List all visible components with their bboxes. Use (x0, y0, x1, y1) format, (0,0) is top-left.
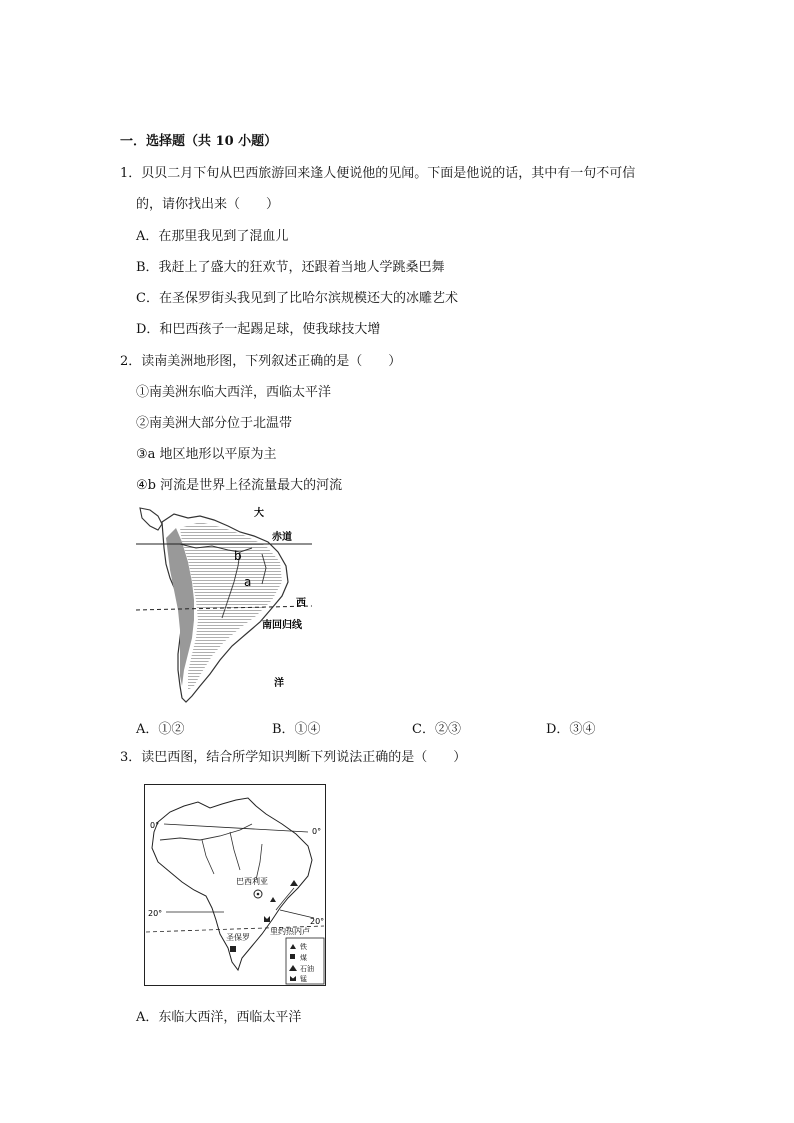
legend-coal-label: 煤 (300, 954, 307, 962)
q2-statement-2: ②南美洲大部分位于北温带 (136, 416, 293, 431)
legend-iron-label: 铁 (300, 943, 307, 951)
q1-option-d[interactable]: D．和巴西孩子一起踢足球，使我球技大增 (136, 322, 381, 337)
saopaulo-label: 圣保罗 (226, 933, 250, 942)
map-label-equator: 赤道 (272, 532, 292, 543)
capital-dot-icon (257, 893, 260, 896)
south-america-map (136, 504, 312, 706)
map-label-b: b (234, 549, 242, 563)
central-america-shape (140, 508, 162, 530)
lat0-left-label: 0° (150, 821, 160, 830)
map-label-tropic: 南回归线 (262, 620, 302, 631)
q2-answer-d[interactable]: D．③④ (546, 722, 596, 737)
q2-statement-4: ④b 河流是世界上径流量最大的河流 (136, 478, 343, 493)
legend-oil-label: 石油 (300, 965, 314, 973)
map-label-yang: 洋 (274, 678, 284, 689)
brazil-map (144, 784, 326, 986)
q2-statement-3: ③a 地区地形以平原为主 (136, 447, 277, 462)
q2-statement-1: ①南美洲东临大西洋，西临太平洋 (136, 385, 332, 400)
rio-label: 里约热内卢 (270, 927, 310, 936)
q1-option-b[interactable]: B．我赶上了盛大的狂欢节，还跟着当地人学跳桑巴舞 (136, 260, 445, 275)
q1-option-c[interactable]: C．在圣保罗街头我见到了比哈尔滨规模还大的冰雕艺术 (136, 291, 458, 306)
q1-stem-line1: 1．贝贝二月下旬从巴西旅游回来逢人便说他的见闻。下面是他说的话，其中有一句不可信 (120, 166, 636, 181)
coal-symbol-icon (230, 946, 236, 952)
q2-answer-a[interactable]: A．①② (136, 722, 185, 737)
legend-coal-icon (290, 954, 295, 959)
q2-answer-b[interactable]: B．①④ (272, 722, 321, 737)
section-title: 一．选择题（共 10 小题） (120, 134, 278, 149)
south-america-map-svg (136, 504, 312, 706)
q3-option-a[interactable]: A．东临大西洋，西临太平洋 (136, 1010, 302, 1025)
map-label-xi: 西 (296, 598, 306, 609)
map-label-a: a (244, 575, 252, 589)
q2-answer-c[interactable]: C．②③ (412, 722, 461, 737)
capital-label: 巴西利亚 (236, 877, 268, 886)
legend-manganese-label: 锰 (300, 975, 307, 983)
lat20-left-label: 20° (148, 909, 163, 918)
q3-stem: 3．读巴西图，结合所学知识判断下列说法正确的是（ ） (120, 750, 467, 765)
q1-option-a[interactable]: A．在那里我见到了混血儿 (136, 229, 289, 244)
map-label-da: 大 (254, 508, 264, 519)
q1-stem-line2: 的，请你找出来（ ） (136, 197, 280, 212)
lat20-right-label: 20° (310, 917, 325, 926)
lat0-right-label: 0° (312, 827, 322, 836)
q2-stem: 2．读南美洲地形图，下列叙述正确的是（ ） (120, 354, 402, 369)
brazil-map-svg (144, 784, 326, 986)
